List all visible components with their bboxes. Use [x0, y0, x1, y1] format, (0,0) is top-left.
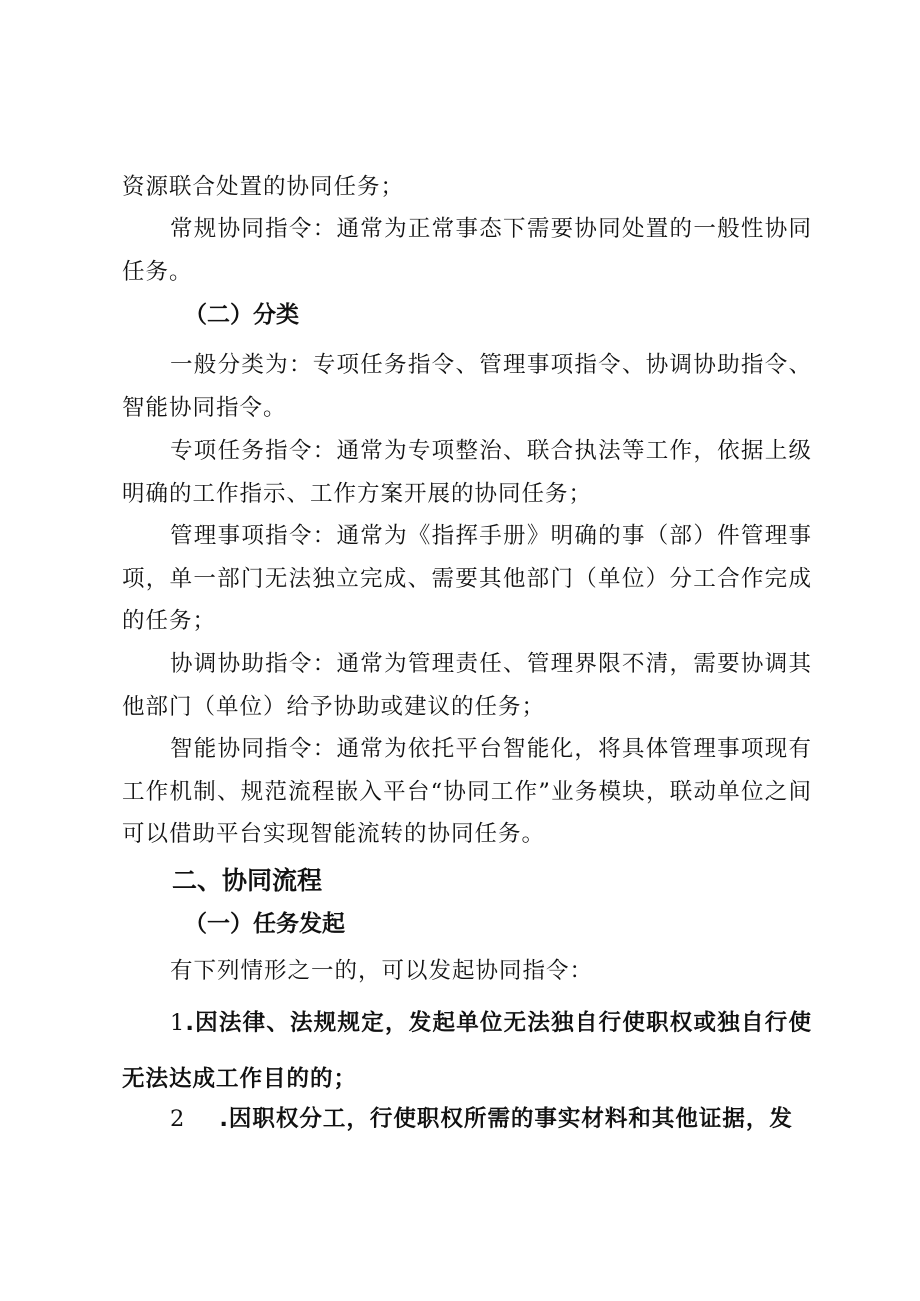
paragraph-special-task-instruction: 专项任务指令：通常为专项整治、联合执法等工作，依据上级明确的工作指示、工作方案开展的协同任务；	[122, 438, 812, 507]
list-item-2-number: 2	[170, 1106, 186, 1132]
list-item-2-text: .因职权分工，行使职权所需的事实材料和其他证据，发	[219, 1106, 793, 1132]
paragraph-management-matter-instruction: 管理事项指令：通常为《指挥手册》明确的事（部）件管理事项，单一部门无法独立完成、需要其他部门（单位）分工合作完成的任务；	[122, 523, 812, 634]
paragraph-resource-joint: 资源联合处置的协同任务；	[122, 174, 405, 200]
heading-collab-process: 二、协同流程	[172, 866, 323, 895]
list-item-1-text: .因法律、法规规定，发起单位无法独自行使职权或独自行使无法达成工作目的的；	[122, 1010, 812, 1092]
paragraph-coordination-assist-instruction: 协调协助指令：通常为管理责任、管理界限不清，需要协调其他部门（单位）给予协助或建议的任务；	[122, 651, 812, 720]
list-item-1-number: 1	[170, 1010, 186, 1036]
paragraph-general-classification: 一般分类为：专项任务指令、管理事项指令、协调协助指令、智能协同指令。	[122, 352, 812, 421]
paragraph-smart-collab-instruction: 智能协同指令：通常为依托平台智能化，将具体管理事项现有工作机制、规范流程嵌入平台“协同工作”业务模块，联动单位之间可以借助平台实现智能流转的协同任务。	[122, 736, 812, 847]
list-item-2	[122, 1091, 812, 1147]
heading-task-initiation: （一）任务发起	[184, 911, 345, 937]
paragraph-routine-instruction: 常规协同指令：通常为正常事态下需要协同处置的一般性协同任务。	[122, 216, 812, 285]
paragraph-initiation-conditions: 有下列情形之一的，可以发起协同指令：	[170, 958, 594, 984]
heading-classification: （二）分类	[184, 302, 299, 328]
